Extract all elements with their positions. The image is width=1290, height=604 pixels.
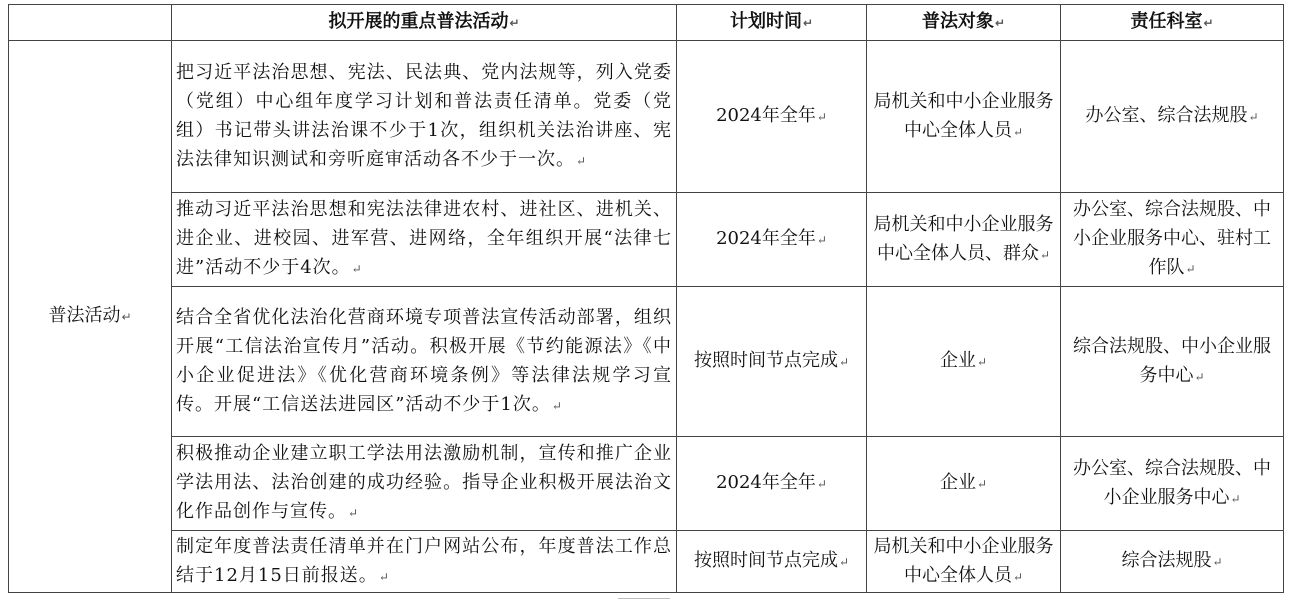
time-header: 计划时间↵ bbox=[677, 5, 867, 41]
department-cell: 综合法规股、中小企业服务中心↵ bbox=[1061, 287, 1284, 437]
plan-table bbox=[8, 4, 1284, 593]
audience-cell: 局机关和中小企业服务中心全体人员↵ bbox=[867, 531, 1061, 593]
audience-header: 普法对象↵ bbox=[867, 5, 1061, 41]
table-header-row bbox=[9, 5, 1284, 41]
time-cell: 2024年全年↵ bbox=[677, 193, 867, 287]
activity-cell: 制定年度普法责任清单并在门户网站公布，年度普法工作总结于12月15日前报送。↵ bbox=[172, 531, 677, 593]
table-row bbox=[9, 41, 1284, 193]
activity-cell: 积极推动企业建立职工学法用法激励机制，宣传和推广企业学法用法、法治创建的成功经验。指导企业积极开展法治文化作品创作与宣传。↵ bbox=[172, 437, 677, 531]
table-row bbox=[9, 437, 1284, 531]
department-cell: 办公室、综合法规股↵ bbox=[1061, 41, 1284, 193]
category-cell: 普法活动↵ bbox=[9, 41, 172, 593]
department-header: 责任科室↵ bbox=[1061, 5, 1284, 41]
activity-header: 拟开展的重点普法活动↵ bbox=[172, 5, 677, 41]
time-cell: 按照时间节点完成↵ bbox=[677, 287, 867, 437]
table-row bbox=[9, 287, 1284, 437]
activity-cell: 把习近平法治思想、宪法、民法典、党内法规等，列入党委（党组）中心组年度学习计划和普法责任清单。党委（党组）书记带头讲法治课不少于1次，组织机关法治讲座、宪法法律知识测试和旁听庭审活动各不少于一次。↵ bbox=[172, 41, 677, 193]
audience-cell: 企业↵ bbox=[867, 287, 1061, 437]
category-header bbox=[9, 5, 172, 41]
time-cell: 2024年全年↵ bbox=[677, 41, 867, 193]
table-row bbox=[9, 193, 1284, 287]
activity-cell: 推动习近平法治思想和宪法法律进农村、进社区、进机关、进企业、进校园、进军营、进网络，全年组织开展“法律七进”活动不少于4次。↵ bbox=[172, 193, 677, 287]
department-cell: 综合法规股↵ bbox=[1061, 531, 1284, 593]
department-cell: 办公室、综合法规股、中小企业服务中心、驻村工作队↵ bbox=[1061, 193, 1284, 287]
time-cell: 按照时间节点完成↵ bbox=[677, 531, 867, 593]
audience-cell: 企业↵ bbox=[867, 437, 1061, 531]
activity-cell: 结合全省优化法治化营商环境专项普法宣传活动部署，组织开展“工信法治宣传月”活动。积极开展《节约能源法》《中小企业促进法》《优化营商环境条例》等法律法规学习宣传。开展“工信送法进园区”活动不少于1次。↵ bbox=[172, 287, 677, 437]
table-row bbox=[9, 531, 1284, 593]
time-cell: 2024年全年↵ bbox=[677, 437, 867, 531]
department-cell: 办公室、综合法规股、中小企业服务中心↵ bbox=[1061, 437, 1284, 531]
audience-cell: 局机关和中小企业服务中心全体人员、群众↵ bbox=[867, 193, 1061, 287]
audience-cell: 局机关和中小企业服务中心全体人员↵ bbox=[867, 41, 1061, 193]
page-edge-marker bbox=[618, 598, 670, 603]
